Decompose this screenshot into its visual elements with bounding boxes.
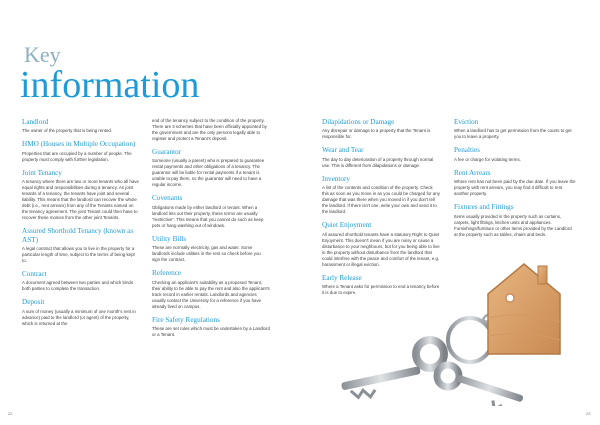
glossary-definition: Items usually provided in the property such as curtains, carpets, light fittings, kitchen units and appliances. Furnishings/furniture or other items provided by the Landlord at the property such as tables, chairs and beds. (454, 213, 572, 237)
glossary-definition: These are normally electricity, gas and water. Some landlords include utilities in the rent so check before you sign the contract. (152, 245, 261, 263)
glossary-term: Utility Bills (152, 234, 187, 243)
glossary-definition: All assured shorthold tenants have a statutory Right to Quiet Enjoyment. This doesn't mean if you are noisy or cause a disturbance to your neighbours, but for you being able to live in the property without disturbance from the landlord that could interfere with the peace and comfort of the tenant, e.g. harassment or illegal eviction. (322, 231, 440, 267)
glossary-term: Joint Tenancy (22, 168, 62, 177)
key-ring-icon (448, 318, 492, 362)
glossary-term: Eviction (454, 118, 479, 126)
glossary-entry (22, 298, 140, 326)
glossary-term: Deposit (22, 298, 45, 307)
glossary-definition: A tenancy where there are two or more tenants who all have equal rights and responsibilities during a tenancy. As joint tenants of a tenancy, the tenants have joint and several liability. This means that the landlord can recover the whole debt (i.e., rent arrears) from any of the Tenants named on the tenancy agreement. The joint Tenant could then have to recover these monies from the other joint Tenants. (22, 179, 139, 221)
page-number-right: 23 (586, 411, 591, 416)
glossary-entry (22, 118, 140, 134)
glossary-entry (22, 227, 140, 264)
title-key: Key (24, 42, 61, 67)
glossary-entry (152, 148, 270, 188)
column-2 (152, 118, 270, 344)
page-number-left: 22 (8, 411, 13, 416)
glossary-definition: A fee or charge for violating terms. (454, 156, 521, 162)
glossary-term: Wear and Tear (322, 146, 364, 155)
glossary-entry (454, 169, 576, 197)
glossary-term: Inventory (322, 174, 350, 183)
glossary-term: Fire Safety Regulations (152, 315, 220, 324)
glossary-term: HMO (Houses in Multiple Occupation) (22, 140, 136, 149)
glossary-term: Fixtures and Fittings (454, 203, 514, 212)
glossary-definition: Where a Tenant asks for permission to end a tenancy before it is due to expire. (322, 284, 440, 296)
column-1 (22, 118, 140, 333)
glossary-definition: The day to day deterioration of a property through normal use. This is different from dilapidations or damage. (322, 156, 434, 168)
glossary-definition: The owner of the property that is being rented. (22, 128, 113, 134)
glossary-entry (22, 270, 140, 292)
glossary-entry (454, 146, 576, 162)
glossary-definition: A sum of money (usually a minimum of one month's rent in advance) paid to the landlord (or agent) of the property, which is returned at the (22, 308, 136, 326)
glossary-definition: These are set rules which must be undertaken by a Landlord or a Tenant. (152, 326, 270, 338)
glossary-entry (22, 169, 140, 221)
page-title (20, 44, 199, 104)
glossary-term: Guarantor (152, 148, 182, 156)
glossary-definition-continued: end of the tenancy subject to the condition of the property. There are 3 schemes that have been officially appointed by the government and are the only persons legally able to register and protect a Tenant's deposit. (152, 118, 267, 141)
glossary-entry (322, 118, 440, 140)
glossary-entry (322, 146, 440, 168)
glossary-entry (152, 194, 270, 228)
glossary-entry (454, 118, 576, 140)
glossary-definition: Obligations made by either landlord or tenant. When a landlord lets out their property, these terms are usually "restrictive". This means that you cannot do such as keep pets or hang washing out of windows. (152, 204, 264, 228)
house-keychain-icon (338, 258, 570, 406)
glossary-entry (22, 140, 140, 162)
title-information: information (20, 64, 200, 106)
glossary-term: Early Release (322, 273, 362, 282)
glossary-term: Dilapidations or Damage (322, 118, 395, 126)
glossary-definition: A list of the contents and condition of the property. Check this as soon as you move in as you could be charged for any damage that was there when you moved in if you don't tell the landlord. If there isn't one, write your own and send it to the landlord. (322, 185, 440, 215)
glossary-term: Contract (22, 270, 47, 279)
glossary-definition: Where rent has not been paid by the due date. If you leave the property with rent arrears, you may find it difficult to rent another property. (454, 179, 576, 197)
column-4 (454, 118, 576, 244)
glossary-term: Assured Shorthold Tenancy (known as AST) (22, 227, 134, 244)
glossary-term: Penalties (454, 146, 480, 155)
glossary-term: Reference (152, 269, 182, 278)
glossary-definition: Someone (usually a parent) who is prepared to guarantee rental payments and other obligations of a tenancy. The guarantor will be liable for rental payments if a tenant is unable to pay them, so the guarantor will need to have a regular income. (152, 158, 265, 188)
glossary-definition: A document agreed between two parties and which binds both parties to complete the transaction. (22, 280, 134, 292)
key-icon (437, 365, 524, 406)
glossary-definition: When a landlord has to get permission from the courts to get you to leave a property. (454, 128, 572, 140)
glossary-definition: Properties that are occupied by a number of people. The property must comply with further legislation. (22, 150, 132, 162)
glossary-entry (152, 235, 270, 263)
key-icon (341, 340, 444, 401)
glossary-term: Quiet Enjoyment (322, 221, 372, 230)
wooden-house-icon (488, 264, 560, 354)
glossary-definition: Checking an applicant's suitability as a proposed Tenant, their ability to be able to pay the rent and also the applicant's track record in earlier rentals. Landlords and agencies usually contact the University for a reference if you have already lived on campus. (152, 279, 270, 309)
glossary-term: Landlord (22, 118, 49, 126)
glossary-entry (152, 269, 270, 309)
glossary-entry (152, 316, 270, 338)
glossary-definition: A legal contract that allows you to live in the property for a particular length of time, subject to the terms of being kept to. (22, 246, 135, 264)
glossary-continuation (152, 118, 270, 142)
glossary-definition: Any disrepair or damage to a property that the Tenant is responsible for. (322, 128, 431, 140)
glossary-entry (454, 203, 576, 237)
glossary-term: Covenants (152, 194, 183, 203)
glossary-term: Rent Arrears (454, 168, 491, 177)
glossary-entry (322, 175, 440, 215)
